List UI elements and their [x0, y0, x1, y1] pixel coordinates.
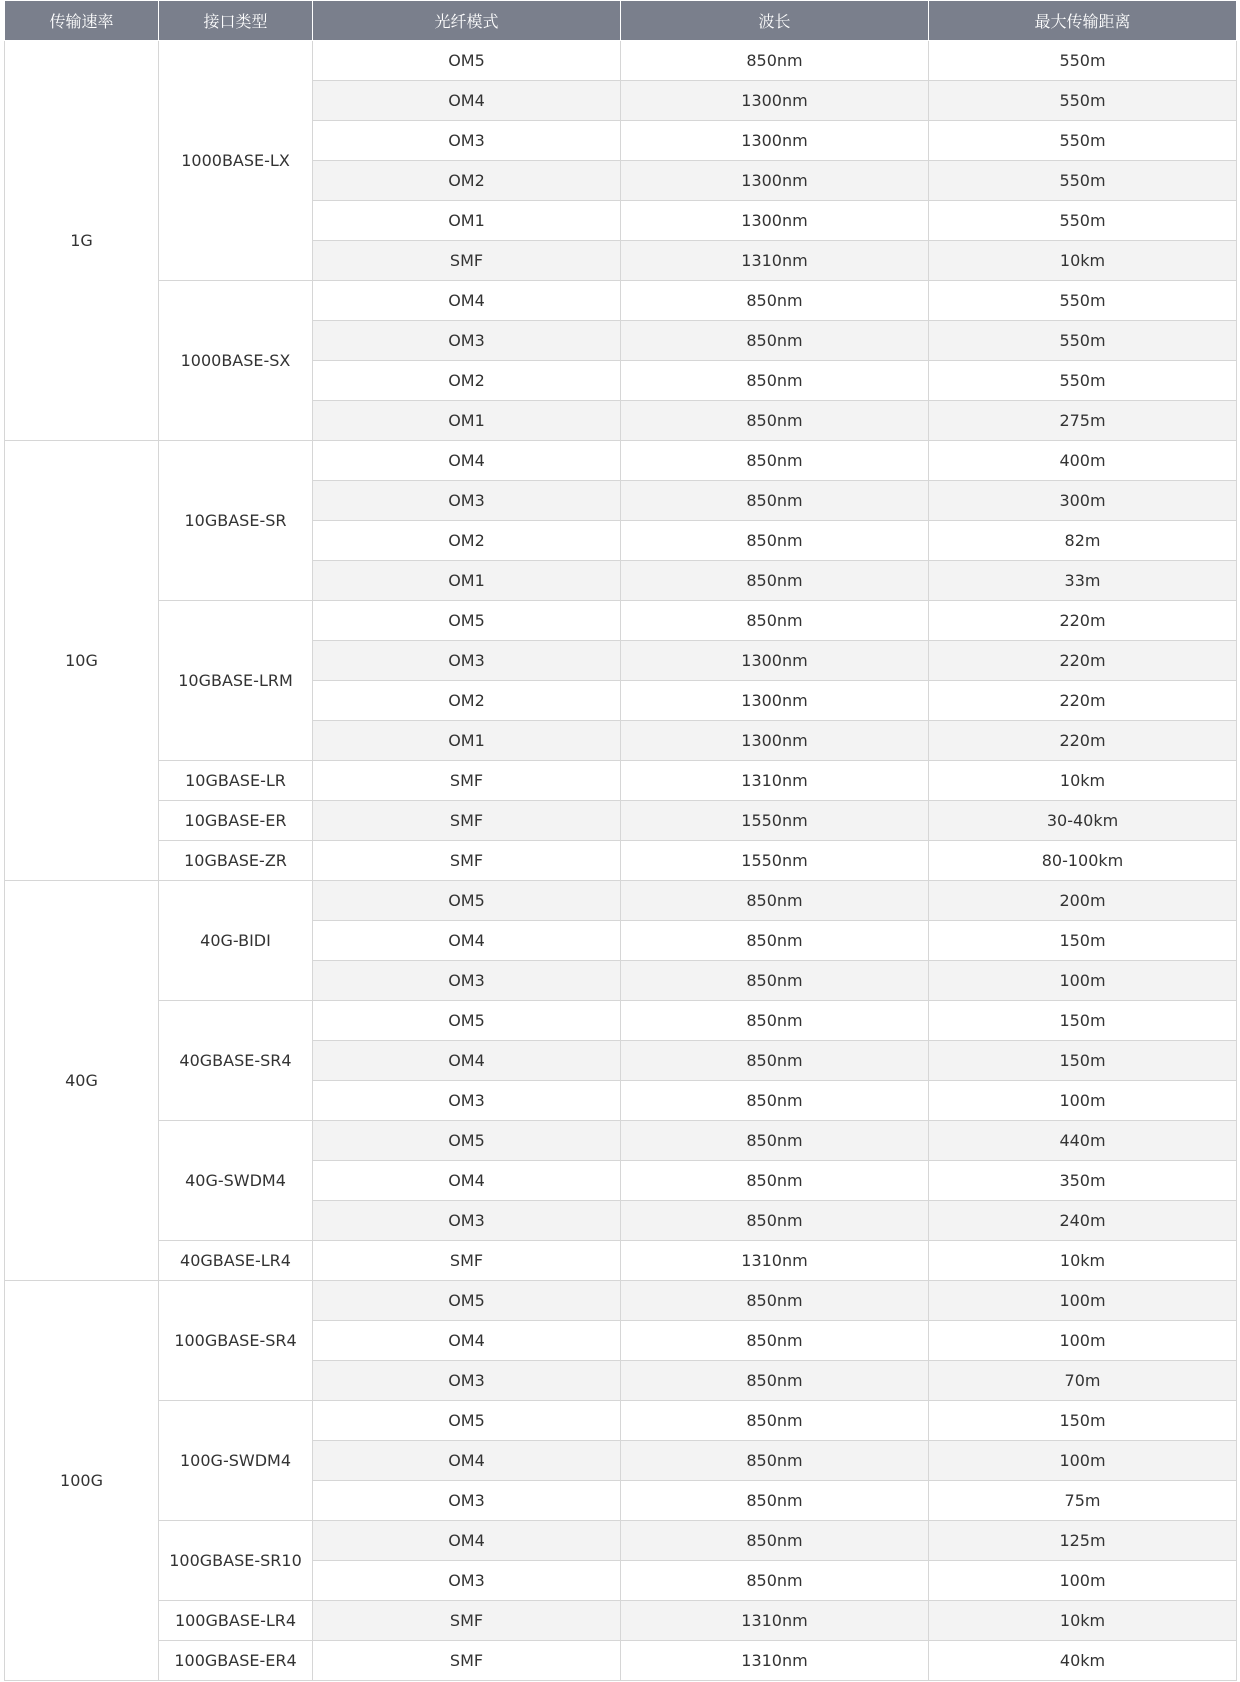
fiber-mode-cell: OM5	[313, 1281, 621, 1321]
table-row	[5, 41, 1237, 81]
distance-cell: 100m	[929, 1081, 1237, 1121]
table-row	[5, 761, 1237, 801]
distance-cell: 220m	[929, 681, 1237, 721]
table-header	[5, 1, 1237, 41]
fiber-mode-cell: OM3	[313, 641, 621, 681]
distance-cell: 100m	[929, 1281, 1237, 1321]
fiber-mode-cell: SMF	[313, 801, 621, 841]
wavelength-cell: 850nm	[621, 1121, 929, 1161]
interface-cell: 10GBASE-ZR	[159, 841, 313, 881]
interface-cell: 10GBASE-SR	[159, 441, 313, 601]
interface-cell: 40G-BIDI	[159, 881, 313, 1001]
wavelength-cell: 1300nm	[621, 201, 929, 241]
distance-cell: 550m	[929, 281, 1237, 321]
fiber-mode-cell: OM3	[313, 1361, 621, 1401]
fiber-mode-cell: OM2	[313, 681, 621, 721]
fiber-spec-table-container	[4, 0, 1236, 1681]
interface-cell: 10GBASE-ER	[159, 801, 313, 841]
wavelength-cell: 1550nm	[621, 841, 929, 881]
distance-cell: 33m	[929, 561, 1237, 601]
distance-cell: 275m	[929, 401, 1237, 441]
fiber-mode-cell: OM5	[313, 1401, 621, 1441]
table-row	[5, 1601, 1237, 1641]
wavelength-cell: 850nm	[621, 561, 929, 601]
wavelength-cell: 1300nm	[621, 161, 929, 201]
interface-cell: 40GBASE-LR4	[159, 1241, 313, 1281]
table-row	[5, 1281, 1237, 1321]
wavelength-cell: 850nm	[621, 361, 929, 401]
distance-cell: 240m	[929, 1201, 1237, 1241]
distance-cell: 200m	[929, 881, 1237, 921]
distance-cell: 75m	[929, 1481, 1237, 1521]
fiber-mode-cell: OM4	[313, 441, 621, 481]
interface-cell: 10GBASE-LR	[159, 761, 313, 801]
distance-cell: 70m	[929, 1361, 1237, 1401]
table-row	[5, 1121, 1237, 1161]
distance-cell: 80-100km	[929, 841, 1237, 881]
wavelength-cell: 1550nm	[621, 801, 929, 841]
fiber-spec-table	[4, 0, 1237, 1681]
wavelength-cell: 1300nm	[621, 641, 929, 681]
interface-cell: 100GBASE-SR10	[159, 1521, 313, 1601]
fiber-mode-cell: OM3	[313, 1201, 621, 1241]
interface-cell: 40G-SWDM4	[159, 1121, 313, 1241]
distance-cell: 100m	[929, 961, 1237, 1001]
fiber-mode-cell: OM4	[313, 1161, 621, 1201]
wavelength-cell: 1310nm	[621, 1241, 929, 1281]
fiber-mode-cell: SMF	[313, 241, 621, 281]
wavelength-cell: 850nm	[621, 481, 929, 521]
distance-cell: 150m	[929, 1401, 1237, 1441]
wavelength-cell: 850nm	[621, 1081, 929, 1121]
distance-cell: 300m	[929, 481, 1237, 521]
distance-cell: 82m	[929, 521, 1237, 561]
wavelength-cell: 1310nm	[621, 241, 929, 281]
header-max-distance: 最大传输距离	[929, 1, 1237, 41]
wavelength-cell: 850nm	[621, 1521, 929, 1561]
distance-cell: 40km	[929, 1641, 1237, 1681]
fiber-mode-cell: OM5	[313, 601, 621, 641]
interface-cell: 100GBASE-LR4	[159, 1601, 313, 1641]
fiber-mode-cell: OM4	[313, 1521, 621, 1561]
table-row	[5, 1521, 1237, 1561]
wavelength-cell: 1310nm	[621, 1641, 929, 1681]
wavelength-cell: 1300nm	[621, 121, 929, 161]
table-row	[5, 881, 1237, 921]
fiber-mode-cell: SMF	[313, 761, 621, 801]
table-row	[5, 1641, 1237, 1681]
fiber-mode-cell: OM1	[313, 561, 621, 601]
wavelength-cell: 850nm	[621, 41, 929, 81]
fiber-mode-cell: OM4	[313, 921, 621, 961]
table-row	[5, 841, 1237, 881]
distance-cell: 550m	[929, 41, 1237, 81]
wavelength-cell: 1300nm	[621, 721, 929, 761]
speed-cell: 100G	[5, 1281, 159, 1681]
table-row	[5, 801, 1237, 841]
speed-cell: 10G	[5, 441, 159, 881]
fiber-mode-cell: SMF	[313, 1241, 621, 1281]
distance-cell: 10km	[929, 761, 1237, 801]
distance-cell: 150m	[929, 921, 1237, 961]
table-row	[5, 441, 1237, 481]
distance-cell: 550m	[929, 121, 1237, 161]
fiber-mode-cell: OM3	[313, 1081, 621, 1121]
distance-cell: 125m	[929, 1521, 1237, 1561]
fiber-mode-cell: SMF	[313, 841, 621, 881]
fiber-mode-cell: OM2	[313, 161, 621, 201]
fiber-mode-cell: OM5	[313, 1121, 621, 1161]
header-wavelength: 波长	[621, 1, 929, 41]
fiber-mode-cell: SMF	[313, 1601, 621, 1641]
table-body	[5, 41, 1237, 1681]
table-row	[5, 1001, 1237, 1041]
speed-cell: 1G	[5, 41, 159, 441]
fiber-mode-cell: OM5	[313, 41, 621, 81]
fiber-mode-cell: OM4	[313, 1041, 621, 1081]
distance-cell: 550m	[929, 201, 1237, 241]
interface-cell: 100GBASE-SR4	[159, 1281, 313, 1401]
distance-cell: 220m	[929, 641, 1237, 681]
table-row	[5, 281, 1237, 321]
header-interface: 接口类型	[159, 1, 313, 41]
distance-cell: 100m	[929, 1561, 1237, 1601]
fiber-mode-cell: OM1	[313, 401, 621, 441]
fiber-mode-cell: OM3	[313, 121, 621, 161]
speed-cell: 40G	[5, 881, 159, 1281]
wavelength-cell: 850nm	[621, 961, 929, 1001]
wavelength-cell: 850nm	[621, 401, 929, 441]
wavelength-cell: 1310nm	[621, 1601, 929, 1641]
distance-cell: 10km	[929, 1601, 1237, 1641]
distance-cell: 220m	[929, 601, 1237, 641]
fiber-mode-cell: OM1	[313, 721, 621, 761]
distance-cell: 550m	[929, 81, 1237, 121]
fiber-mode-cell: OM4	[313, 1441, 621, 1481]
fiber-mode-cell: OM3	[313, 1561, 621, 1601]
wavelength-cell: 850nm	[621, 1001, 929, 1041]
fiber-mode-cell: OM3	[313, 961, 621, 1001]
wavelength-cell: 850nm	[621, 1401, 929, 1441]
header-speed: 传输速率	[5, 1, 159, 41]
distance-cell: 150m	[929, 1001, 1237, 1041]
interface-cell: 1000BASE-SX	[159, 281, 313, 441]
wavelength-cell: 850nm	[621, 321, 929, 361]
wavelength-cell: 850nm	[621, 441, 929, 481]
header-row	[5, 1, 1237, 41]
distance-cell: 220m	[929, 721, 1237, 761]
distance-cell: 30-40km	[929, 801, 1237, 841]
table-row	[5, 601, 1237, 641]
distance-cell: 440m	[929, 1121, 1237, 1161]
distance-cell: 550m	[929, 161, 1237, 201]
distance-cell: 550m	[929, 321, 1237, 361]
distance-cell: 400m	[929, 441, 1237, 481]
wavelength-cell: 850nm	[621, 921, 929, 961]
wavelength-cell: 850nm	[621, 1281, 929, 1321]
wavelength-cell: 850nm	[621, 521, 929, 561]
wavelength-cell: 850nm	[621, 1481, 929, 1521]
interface-cell: 100GBASE-ER4	[159, 1641, 313, 1681]
interface-cell: 1000BASE-LX	[159, 41, 313, 281]
fiber-mode-cell: OM5	[313, 881, 621, 921]
distance-cell: 100m	[929, 1321, 1237, 1361]
distance-cell: 100m	[929, 1441, 1237, 1481]
fiber-mode-cell: OM4	[313, 81, 621, 121]
fiber-mode-cell: OM3	[313, 321, 621, 361]
wavelength-cell: 1310nm	[621, 761, 929, 801]
fiber-mode-cell: OM4	[313, 1321, 621, 1361]
fiber-mode-cell: OM5	[313, 1001, 621, 1041]
wavelength-cell: 850nm	[621, 1561, 929, 1601]
fiber-mode-cell: OM1	[313, 201, 621, 241]
wavelength-cell: 850nm	[621, 1361, 929, 1401]
fiber-mode-cell: OM2	[313, 361, 621, 401]
wavelength-cell: 850nm	[621, 1201, 929, 1241]
fiber-mode-cell: SMF	[313, 1641, 621, 1681]
wavelength-cell: 1300nm	[621, 681, 929, 721]
fiber-mode-cell: OM3	[313, 481, 621, 521]
table-row	[5, 1401, 1237, 1441]
wavelength-cell: 850nm	[621, 1321, 929, 1361]
distance-cell: 150m	[929, 1041, 1237, 1081]
interface-cell: 10GBASE-LRM	[159, 601, 313, 761]
wavelength-cell: 850nm	[621, 601, 929, 641]
interface-cell: 100G-SWDM4	[159, 1401, 313, 1521]
interface-cell: 40GBASE-SR4	[159, 1001, 313, 1121]
wavelength-cell: 1300nm	[621, 81, 929, 121]
wavelength-cell: 850nm	[621, 281, 929, 321]
distance-cell: 350m	[929, 1161, 1237, 1201]
distance-cell: 10km	[929, 241, 1237, 281]
fiber-mode-cell: OM4	[313, 281, 621, 321]
table-row	[5, 1241, 1237, 1281]
wavelength-cell: 850nm	[621, 1161, 929, 1201]
distance-cell: 550m	[929, 361, 1237, 401]
wavelength-cell: 850nm	[621, 1041, 929, 1081]
fiber-mode-cell: OM2	[313, 521, 621, 561]
wavelength-cell: 850nm	[621, 1441, 929, 1481]
header-fiber-mode: 光纤模式	[313, 1, 621, 41]
distance-cell: 10km	[929, 1241, 1237, 1281]
fiber-mode-cell: OM3	[313, 1481, 621, 1521]
wavelength-cell: 850nm	[621, 881, 929, 921]
